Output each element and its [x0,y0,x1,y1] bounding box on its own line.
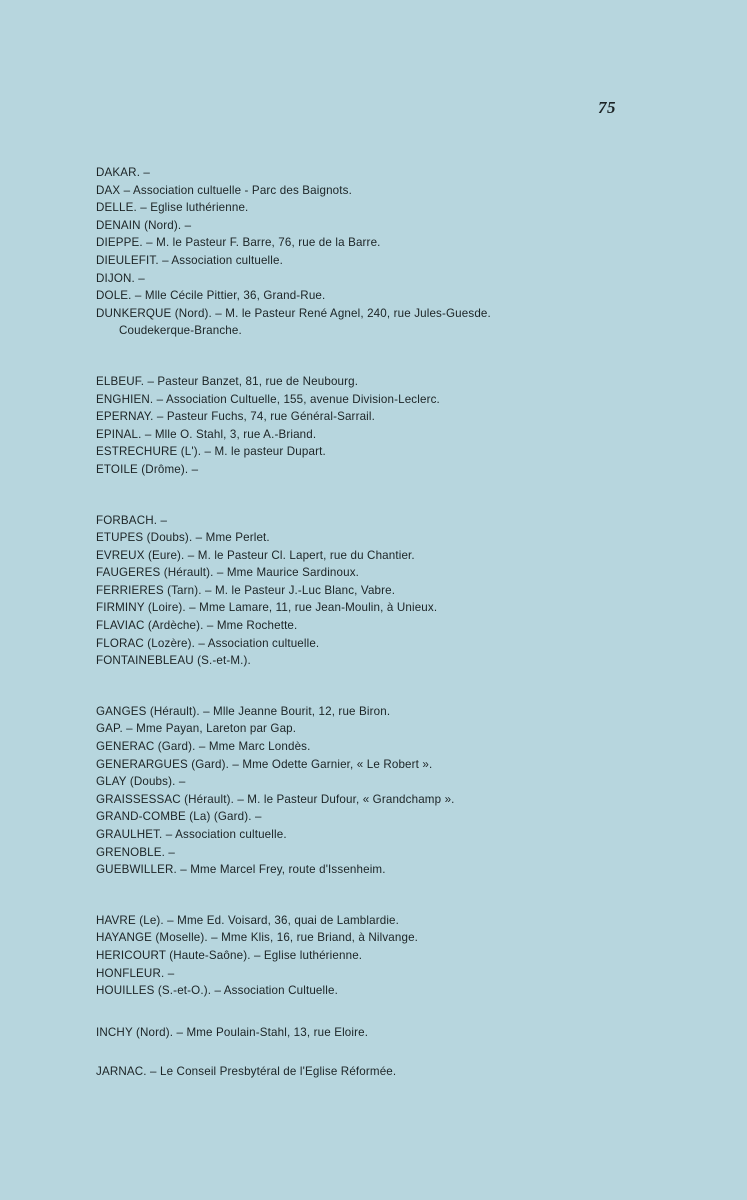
entry-grand-combe: GRAND-COMBE (La) (Gard). – [96,810,262,824]
entry-dunkerque [96,305,636,340]
entry-havre: HAVRE (Le). – Mme Ed. Voisard, 36, quai de Lamblardie. [96,913,400,927]
entry-hericourt: HERICOURT (Haute-Saône). – Eglise luthérienne. [96,948,363,962]
entry-denain: DENAIN (Nord). – [96,218,192,232]
entry-firminy: FIRMINY (Loire). – Mme Lamare, 11, rue Jean-Moulin, à Unieux. [96,601,438,615]
entry-dieppe: DIEPPE. – M. le Pasteur F. Barre, 76, rue de la Barre. [96,236,381,250]
entry-jarnac: JARNAC. – Le Conseil Presbytéral de l'Eglise Réformée. [96,1065,397,1079]
section-d [96,164,636,340]
entry-dax: DAX – Association cultuelle - Parc des Baignots. [96,183,352,197]
entry-delle: DELLE. – Eglise luthérienne. [96,201,249,215]
entry-flaviac: FLAVIAC (Ardèche). – Mme Rochette. [96,619,298,633]
entry-inchy: INCHY (Nord). – Mme Poulain-Stahl, 13, rue Eloire. [96,1025,369,1039]
entry-faugeres: FAUGERES (Hérault). – Mme Maurice Sardinoux. [96,566,360,580]
section-h [96,912,636,1000]
section-e [96,373,636,479]
entry-honfleur: HONFLEUR. – [96,966,175,980]
entry-fontainebleau: FONTAINEBLEAU (S.-et-M.). [96,654,251,668]
section-g [96,703,636,879]
entry-grenoble: GRENOBLE. – [96,845,175,859]
entry-enghien: ENGHIEN. – Association Cultuelle, 155, avenue Division-Leclerc. [96,392,440,406]
entry-generargues: GENERARGUES (Gard). – Mme Odette Garnier, « Le Robert ». [96,757,433,771]
section-j [96,1063,636,1081]
entry-dieulefit: DIEULEFIT. – Association cultuelle. [96,253,283,267]
entry-gap: GAP. – Mme Payan, Lareton par Gap. [96,722,297,736]
entry-guebwiller: GUEBWILLER. – Mme Marcel Frey, route d'Issenheim. [96,863,386,877]
entry-ferrieres: FERRIERES (Tarn). – M. le Pasteur J.-Luc Blanc, Vabre. [96,583,396,597]
entry-forbach: FORBACH. – [96,513,168,527]
section-i [96,1024,636,1042]
entry-florac: FLORAC (Lozère). – Association cultuelle. [96,636,320,650]
entry-estrechure: ESTRECHURE (L'). – M. le pasteur Dupart. [96,445,326,459]
entry-ganges: GANGES (Hérault). – Mlle Jeanne Bourit, 12, rue Biron. [96,704,391,718]
entry-dunkerque-continuation: Coudekerque-Branche. [119,324,242,338]
entry-houilles: HOUILLES (S.-et-O.). – Association Cultuelle. [96,984,338,998]
entry-elbeuf: ELBEUF. – Pasteur Banzet, 81, rue de Neubourg. [96,374,359,388]
page-number: 75 [598,98,616,117]
entry-generac: GENERAC (Gard). – Mme Marc Londès. [96,740,311,754]
entry-epinal: EPINAL. – Mlle O. Stahl, 3, rue A.-Briand. [96,427,317,441]
section-f [96,512,636,670]
entry-graissessac: GRAISSESSAC (Hérault). – M. le Pasteur Dufour, « Grandchamp ». [96,792,455,806]
entry-dijon: DIJON. – [96,271,145,285]
directory-entries [96,164,636,1081]
entry-epernay: EPERNAY. – Pasteur Fuchs, 74, rue Général-Sarrail. [96,410,376,424]
entry-etupes: ETUPES (Doubs). – Mme Perlet. [96,531,270,545]
entry-glay: GLAY (Doubs). – [96,775,186,789]
entry-dole: DOLE. – Mlle Cécile Pittier, 36, Grand-Rue. [96,289,326,303]
entry-hayange: HAYANGE (Moselle). – Mme Klis, 16, rue Briand, à Nilvange. [96,931,419,945]
entry-evreux: EVREUX (Eure). – M. le Pasteur Cl. Lapert, rue du Chantier. [96,548,415,562]
entry-graulhet: GRAULHET. – Association cultuelle. [96,828,287,841]
entry-dakar: DAKAR. – [96,166,151,179]
entry-dunkerque-line: DUNKERQUE (Nord). – M. le Pasteur René Agnel, 240, rue Jules-Guesde. [96,306,491,320]
entry-etoile: ETOILE (Drôme). – [96,462,199,476]
